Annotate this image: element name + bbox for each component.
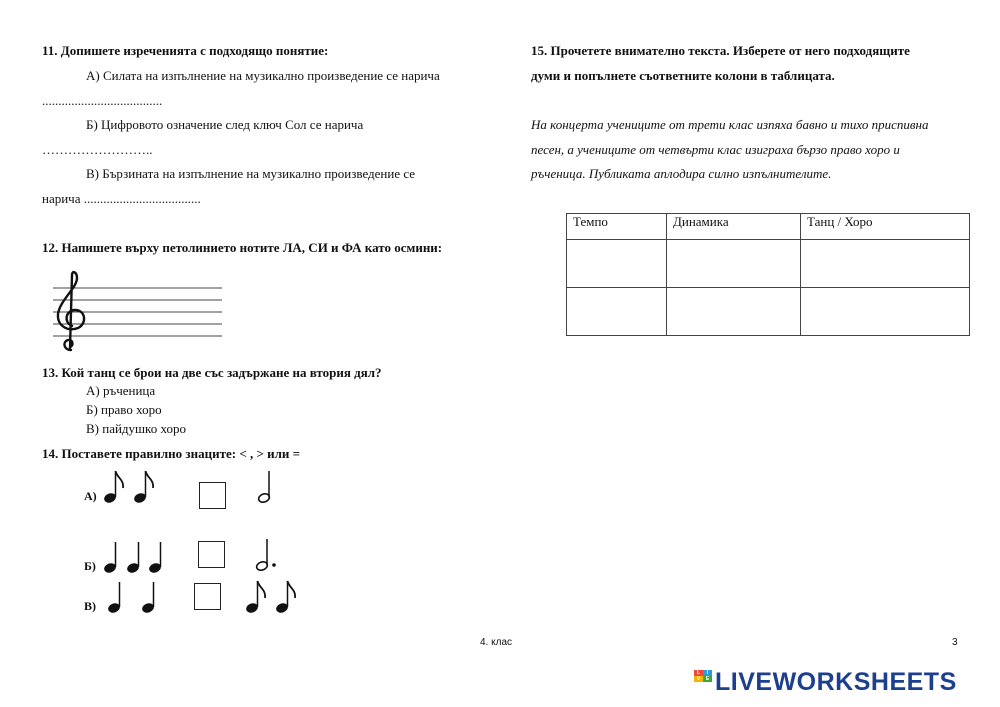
q15-text-line1: На концерта учениците от трети клас изпяха бавно и тихо приспивна bbox=[531, 117, 929, 132]
q13-option-b[interactable]: Б) право хоро bbox=[86, 402, 162, 417]
table-cell[interactable] bbox=[801, 288, 970, 336]
q13-option-a[interactable]: А) ръченица bbox=[86, 383, 156, 398]
table-cell[interactable] bbox=[567, 240, 667, 288]
q15-title-line2: думи и попълнете съответните колони в таблицата. bbox=[531, 68, 835, 83]
q13-option-c[interactable]: В) пайдушко хоро bbox=[86, 421, 186, 436]
q13-title: 13. Кой танц се брои на две със задържане на втория дял? bbox=[42, 365, 382, 380]
q15-text-line3: ръченица. Публиката аплодира силно изпълнителите. bbox=[531, 166, 832, 181]
logo-letter: L bbox=[694, 670, 703, 676]
q11-blank-a[interactable]: ..................................... bbox=[42, 93, 163, 108]
q14-row-c-label: В) bbox=[84, 599, 96, 613]
table-header-dance: Танц / Хоро bbox=[801, 214, 970, 240]
dotted-half-note-icon bbox=[253, 536, 279, 576]
brand-name: LIVEWORKSHEETS bbox=[715, 667, 957, 696]
q11-item-b: Б) Цифровото означение след ключ Сол се нарича bbox=[86, 117, 364, 132]
q14-row-b-label: Б) bbox=[84, 559, 96, 573]
q15-text-line2: песен, а учениците от четвърти клас изиграха бързо право хоро и bbox=[531, 142, 900, 157]
q14-row-a-label: А) bbox=[84, 489, 97, 503]
three-quarter-notes-icon bbox=[102, 538, 172, 578]
q14-title: 14. Поставете правилно знаците: < , > или = bbox=[42, 446, 301, 461]
table-cell[interactable] bbox=[667, 240, 801, 288]
logo-letter: V bbox=[694, 676, 703, 682]
q12-title: 12. Напишете върху петолинието нотите ЛА, СИ и ФА като осмини: bbox=[42, 240, 443, 255]
page-number: 3 bbox=[952, 637, 958, 648]
q14-answer-box-c[interactable] bbox=[194, 583, 221, 610]
q11-item-c: В) Бързината на изпълнение на музикално произведение се bbox=[86, 166, 416, 181]
table-header-dynamics: Динамика bbox=[667, 214, 801, 240]
q14-answer-box-b[interactable] bbox=[198, 541, 225, 568]
q11-blank-c[interactable]: нарича .................................... bbox=[42, 191, 201, 206]
q15-answer-table bbox=[566, 213, 970, 336]
table-header-tempo: Темпо bbox=[567, 214, 667, 240]
q15-title-line1: 15. Прочетете внимателно текста. Изберете от него подходящите bbox=[531, 43, 910, 58]
music-staff[interactable] bbox=[50, 270, 225, 355]
two-eighth-notes-icon bbox=[102, 468, 162, 508]
q11-title: 11. Допишете изреченията с подходящо понятие: bbox=[42, 43, 329, 58]
half-note-icon bbox=[255, 468, 275, 508]
q11-item-a: А) Силата на изпълнение на музикално произведение се нарича bbox=[86, 68, 440, 83]
liveworksheets-logo bbox=[694, 667, 957, 697]
logo-blocks-icon bbox=[694, 670, 712, 694]
table-cell[interactable] bbox=[667, 288, 801, 336]
table-cell[interactable] bbox=[567, 288, 667, 336]
table-cell[interactable] bbox=[801, 240, 970, 288]
treble-clef-icon bbox=[58, 272, 84, 350]
two-eighth-notes-icon bbox=[244, 578, 304, 618]
q11-blank-b[interactable]: …………………….. bbox=[42, 142, 153, 157]
q14-answer-box-a[interactable] bbox=[199, 482, 226, 509]
two-quarter-notes-icon bbox=[106, 578, 166, 618]
footer-grade: 4. клас bbox=[480, 637, 513, 648]
logo-letter: E bbox=[703, 676, 712, 682]
logo-letter: I bbox=[703, 670, 712, 676]
